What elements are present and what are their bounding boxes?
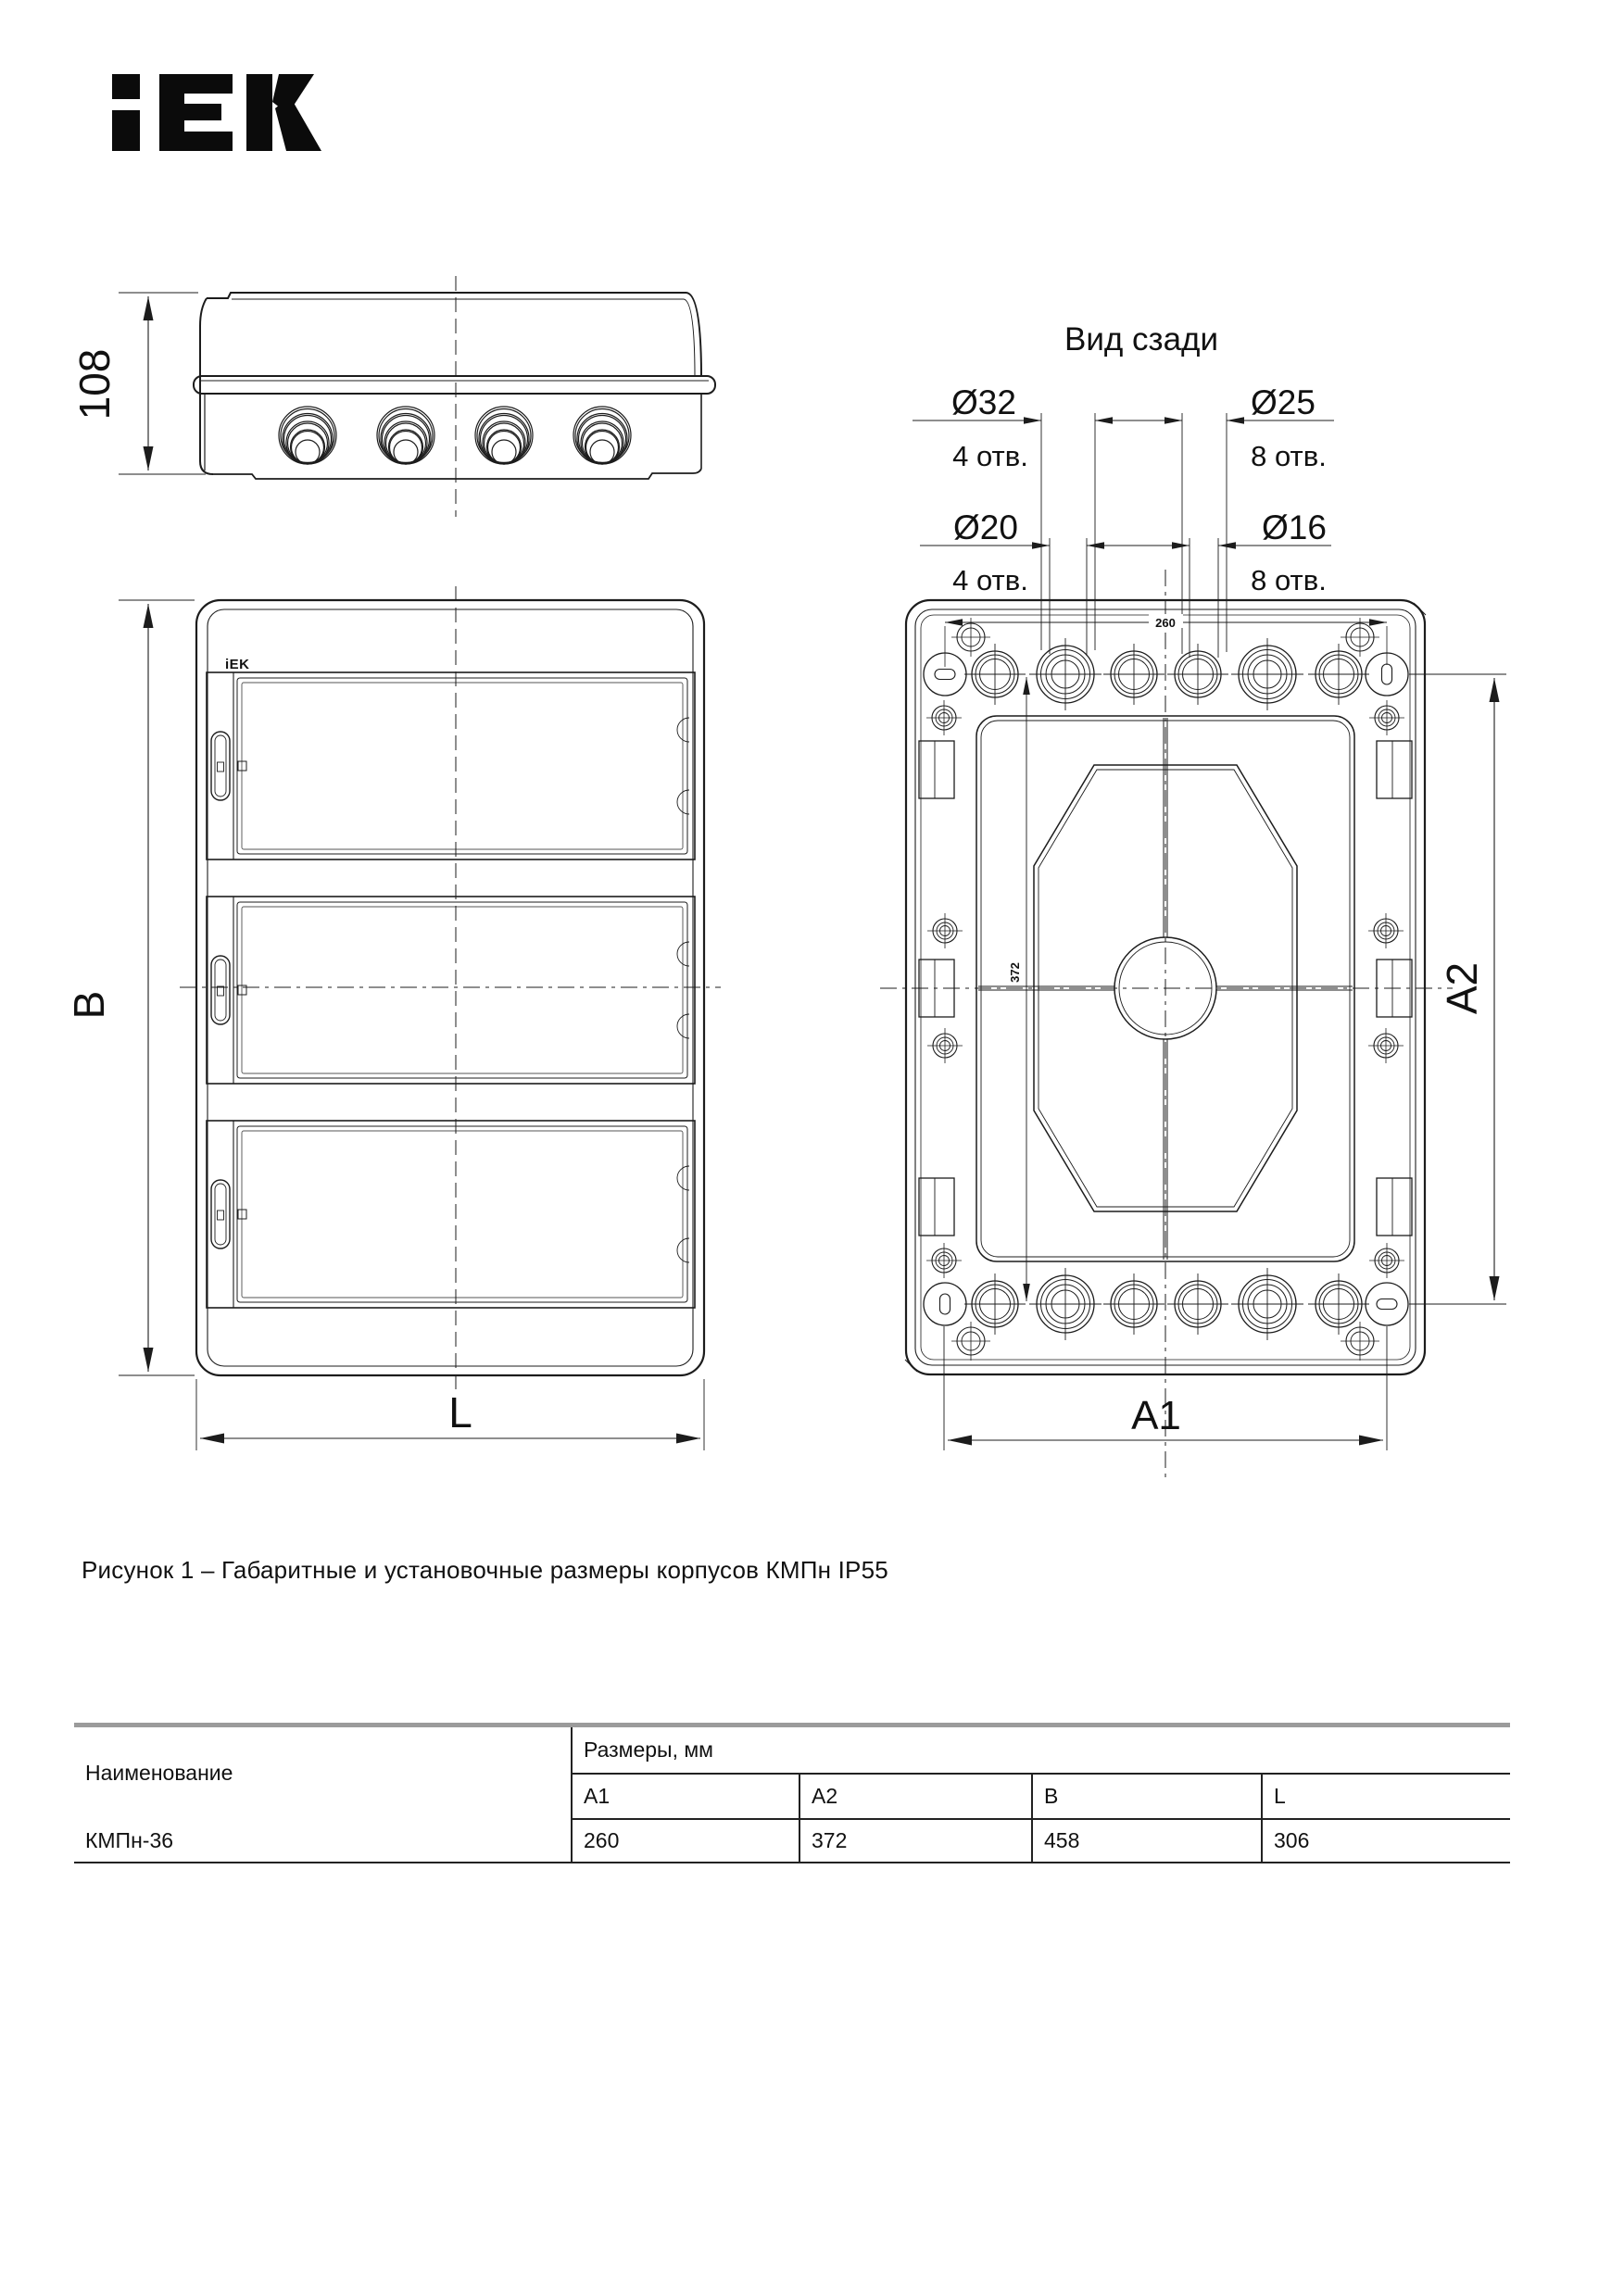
dim-side-height-label: 108 bbox=[70, 348, 119, 420]
rear-view bbox=[880, 570, 1506, 1480]
table-header-row bbox=[74, 1725, 1510, 1775]
callout-d25-count: 8 отв. bbox=[1251, 440, 1327, 472]
dim-108 bbox=[119, 293, 206, 474]
dimensions-table bbox=[74, 1723, 1510, 1863]
table-subheader-b: B bbox=[1032, 1774, 1262, 1819]
callout-d20: Ø20 bbox=[953, 508, 1018, 546]
dim-mount-width-label: A1 bbox=[1131, 1393, 1181, 1438]
table-cell-a1: 260 bbox=[572, 1819, 799, 1863]
callout-d32-count: 4 отв. bbox=[952, 440, 1028, 472]
dim-front-height-label: B bbox=[65, 990, 113, 1020]
dim-front-width-label: L bbox=[448, 1388, 472, 1437]
callout-d32: Ø32 bbox=[951, 383, 1016, 421]
dim-inner-width-label: 260 bbox=[1155, 616, 1176, 630]
table-subheader-a2: A2 bbox=[799, 1774, 1032, 1819]
callout-d16-count: 8 отв. bbox=[1251, 564, 1327, 596]
dim-mount-height-label: A2 bbox=[1438, 961, 1486, 1015]
callout-d20-count: 4 отв. bbox=[952, 564, 1028, 596]
front-panel-logo: iEK bbox=[225, 657, 250, 672]
table-cell-a2: 372 bbox=[799, 1819, 1032, 1863]
figure-caption: Рисунок 1 – Габаритные и установочные размеры корпусов КМПн IP55 bbox=[82, 1556, 888, 1584]
callout-d16: Ø16 bbox=[1262, 508, 1327, 546]
side-gland-knockouts bbox=[279, 407, 631, 464]
table-cell-b: 458 bbox=[1032, 1819, 1262, 1863]
dim-inner-height-label: 372 bbox=[1008, 962, 1022, 983]
callout-d25: Ø25 bbox=[1251, 383, 1316, 421]
table-row bbox=[74, 1819, 1510, 1863]
iek-logo bbox=[112, 74, 321, 151]
rear-view-title: Вид сзади bbox=[1064, 321, 1219, 358]
table-header-name: Наименование bbox=[74, 1725, 572, 1820]
table-header-sizes: Размеры, мм bbox=[572, 1725, 1510, 1775]
front-door-rows bbox=[207, 672, 695, 1308]
front-view bbox=[119, 586, 721, 1450]
side-view bbox=[119, 276, 715, 517]
table-cell-l: 306 bbox=[1274, 1828, 1310, 1852]
table-subheader-a1: A1 bbox=[572, 1774, 799, 1819]
table-cell-name: КМПн-36 bbox=[74, 1819, 572, 1863]
table-subheader-l: L bbox=[1262, 1774, 1510, 1819]
dim-B bbox=[119, 600, 195, 1375]
